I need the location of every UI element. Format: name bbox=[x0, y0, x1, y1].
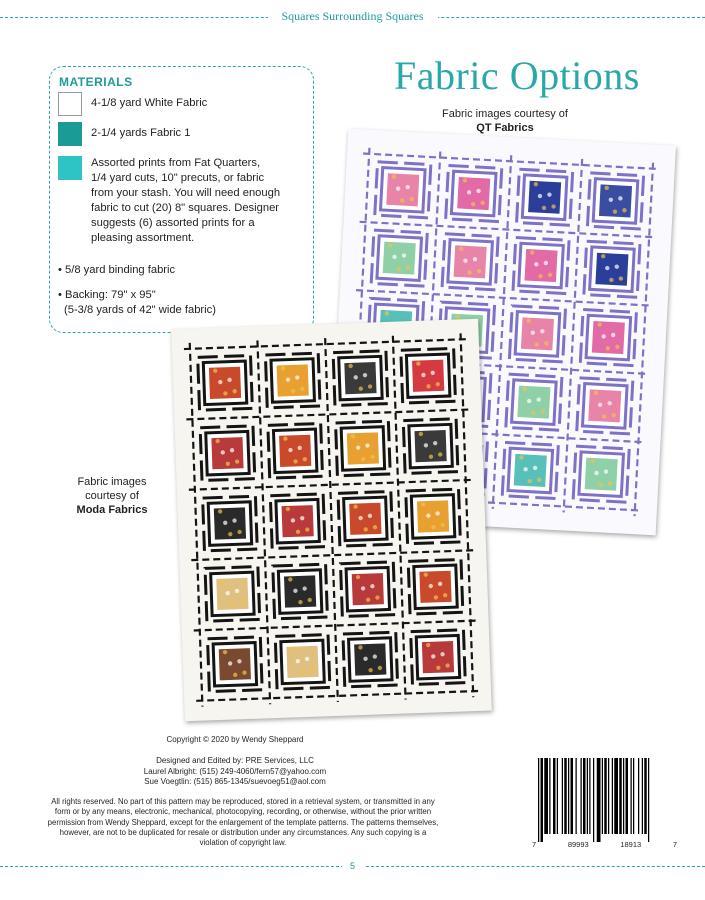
material-item-fabric1 bbox=[58, 122, 191, 146]
text-line: fabric to cut (20) 8" squares. Designer bbox=[91, 202, 280, 214]
binding-bullet: • 5/8 yard binding fabric bbox=[58, 264, 176, 276]
quilt-block bbox=[208, 637, 263, 692]
barcode-digit: 18913 bbox=[620, 840, 642, 849]
quilt-block bbox=[343, 632, 398, 687]
fabric1-swatch bbox=[58, 122, 82, 146]
quilt-block bbox=[577, 378, 633, 434]
quilt-block bbox=[375, 162, 431, 218]
quilt-block bbox=[265, 353, 320, 408]
quilt-block bbox=[573, 446, 629, 502]
white-fabric-swatch bbox=[58, 92, 82, 116]
material-text bbox=[91, 156, 280, 246]
quilt-block bbox=[580, 310, 636, 366]
qt-credit bbox=[420, 107, 590, 135]
quilt-block bbox=[513, 238, 569, 294]
quilt-block bbox=[408, 559, 463, 614]
fabric-options-title: Fabric Options bbox=[394, 53, 640, 98]
rights-notice: All rights reserved. No part of this pattern may be reproduced, stored in a retrieval system, or transmitted in any form or by any means, electronic, mechanical, photocopying, recording, or otherwise, without the prior written permission from Wendy Sheppard, except for the enlargement of the template patterns. The patterns themselves, however, are not to be duplicated for resale or distribution under any circumstances. Any such copying is a violation of copyright law. bbox=[47, 797, 439, 848]
designer-info bbox=[0, 756, 470, 788]
quilt-block bbox=[205, 567, 260, 622]
quilt-block bbox=[200, 426, 255, 481]
quilt-block bbox=[338, 491, 393, 546]
credit-line: Fabric images bbox=[77, 476, 147, 488]
text-line: • Backing: 79" x 95" bbox=[58, 289, 156, 301]
moda-quilt-drawing bbox=[171, 319, 491, 721]
materials-heading: MATERIALS bbox=[59, 75, 133, 89]
barcode-digit: 7 bbox=[672, 840, 677, 849]
text-line: Laurel Albright: (515) 249-4060/fern57@yahoo.com bbox=[143, 766, 327, 776]
quilt-block bbox=[275, 635, 330, 690]
quilt-block bbox=[273, 564, 328, 619]
quilt-block bbox=[333, 351, 388, 406]
material-text: 4-1/8 yard White Fabric bbox=[91, 97, 208, 109]
quilt-block bbox=[270, 494, 325, 549]
barcode-digit: 7 bbox=[532, 840, 537, 849]
quilt-block bbox=[509, 306, 565, 362]
quilt-block bbox=[268, 423, 323, 478]
barcode-digits bbox=[532, 840, 677, 849]
page-number: 5 bbox=[349, 861, 355, 871]
credit-line: courtesy of bbox=[85, 490, 139, 502]
quilt-block bbox=[587, 173, 643, 229]
quilt-block bbox=[336, 421, 391, 476]
barcode-bars bbox=[532, 758, 677, 842]
quilt-block bbox=[340, 562, 395, 617]
text-line: suggests (6) assorted prints for a bbox=[91, 217, 255, 229]
materials-box bbox=[49, 66, 314, 333]
barcode bbox=[532, 758, 677, 854]
quilt-block bbox=[411, 630, 466, 685]
assorted-fabric-swatch bbox=[58, 156, 82, 180]
material-text: 2-1/4 yards Fabric 1 bbox=[91, 127, 191, 139]
quilt-block bbox=[446, 165, 502, 221]
text-line: Designed and Edited by: PRE Services, LLC bbox=[156, 756, 314, 765]
quilt-block bbox=[442, 234, 498, 290]
quilt-block bbox=[506, 374, 562, 430]
text-line: from your stash. You will need enough bbox=[91, 187, 281, 199]
header-title: Squares Surrounding Squares bbox=[281, 9, 424, 23]
material-item-assorted bbox=[58, 156, 280, 246]
quilt-block bbox=[584, 241, 640, 297]
text-line: (5-3/8 yards of 42" wide fabric) bbox=[64, 304, 216, 316]
credit-line: Fabric images courtesy of bbox=[442, 108, 568, 120]
quilt-block bbox=[198, 356, 253, 411]
text-line: Sue Voegtlin: (515) 865-1345/suevoeg51@aol.com bbox=[144, 777, 326, 786]
credit-brand: QT Fabrics bbox=[476, 122, 534, 134]
moda-fabrics-quilt-image bbox=[171, 319, 491, 721]
barcode-digit: 89993 bbox=[567, 840, 589, 849]
quilt-block bbox=[517, 169, 573, 225]
text-line: pleasing assortment. bbox=[91, 232, 195, 244]
copyright-notice: Copyright © 2020 by Wendy Sheppard bbox=[166, 735, 304, 744]
quilt-block bbox=[203, 496, 258, 551]
quilt-block bbox=[502, 442, 558, 498]
quilt-block bbox=[371, 230, 427, 286]
moda-credit bbox=[62, 475, 162, 517]
backing-bullet bbox=[58, 288, 216, 318]
quilt-block bbox=[401, 348, 456, 403]
credit-brand: Moda Fabrics bbox=[76, 504, 148, 516]
quilt-block bbox=[406, 489, 461, 544]
text-line: 1/4 yard cuts, 10" precuts, or fabric bbox=[91, 172, 265, 184]
quilt-block bbox=[403, 419, 458, 474]
text-line: Assorted prints from Fat Quarters, bbox=[91, 157, 261, 169]
material-item-white bbox=[58, 92, 207, 116]
